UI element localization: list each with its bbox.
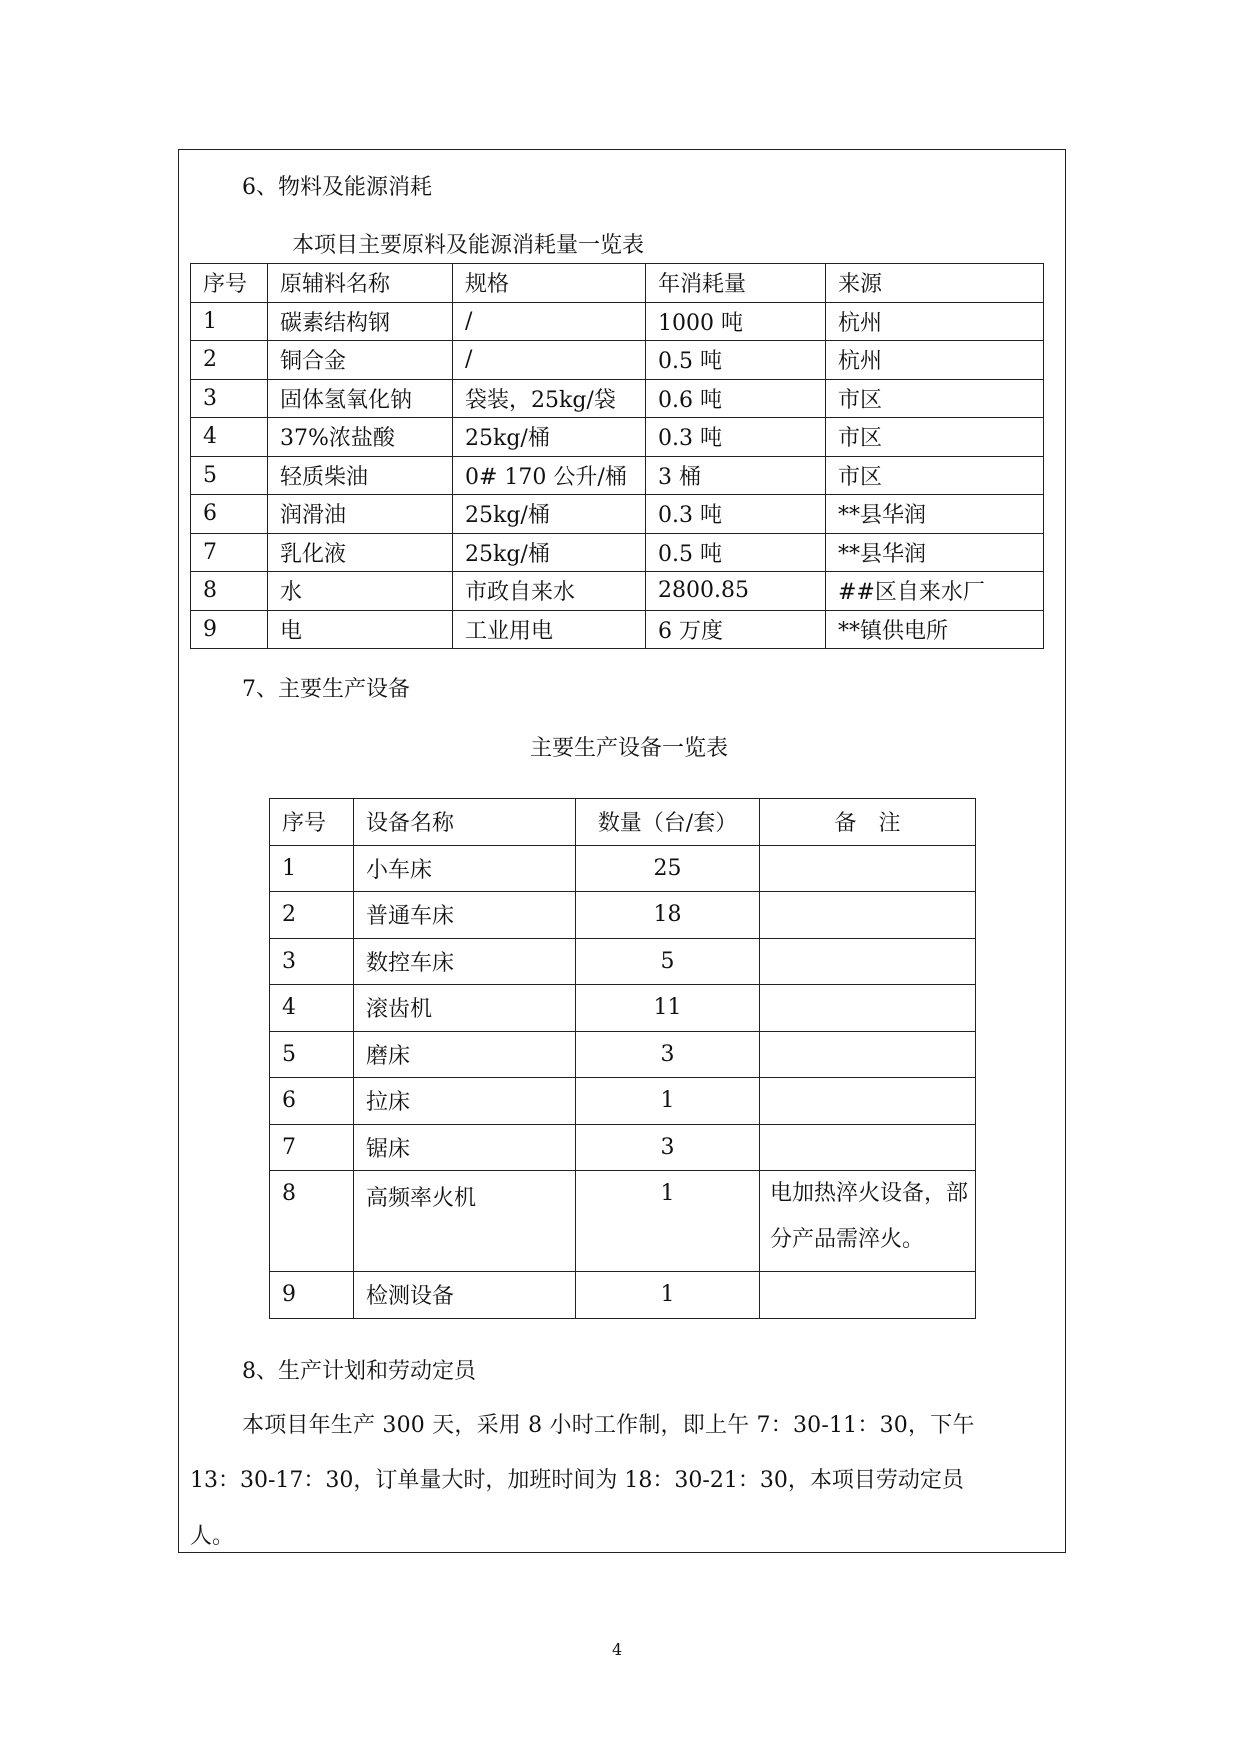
table-row <box>270 1078 976 1125</box>
table-cell: **县华润 <box>826 495 1044 534</box>
table-cell: 市区 <box>826 456 1044 495</box>
table-cell: 0.3 吨 <box>646 418 826 457</box>
table-cell: 3 <box>576 1031 760 1078</box>
table-row <box>270 892 976 939</box>
table-cell: 市区 <box>826 418 1044 457</box>
table-cell: 3 <box>576 1124 760 1171</box>
table-cell: **县华润 <box>826 533 1044 572</box>
table-cell <box>760 1272 976 1319</box>
table-cell: / <box>453 302 646 341</box>
table-cell: 7 <box>270 1124 354 1171</box>
table-cell: 25kg/桶 <box>453 418 646 457</box>
table-cell: 电 <box>268 610 453 649</box>
table-cell: 2 <box>270 892 354 939</box>
table-row <box>191 302 1044 341</box>
table-cell <box>760 892 976 939</box>
paragraph-line: 本项目年生产 300 天，采用 8 小时工作制，即上午 7：30-11：30，下午 <box>242 1413 975 1438</box>
table-cell: 5 <box>270 1031 354 1078</box>
table-row <box>270 985 976 1032</box>
equipment-table-caption: 主要生产设备一览表 <box>530 736 729 761</box>
col-header-equipment-name: 设备名称 <box>354 799 576 846</box>
section-8-heading: 8、生产计划和劳动定员 <box>242 1359 476 1384</box>
table-cell: 0.3 吨 <box>646 495 826 534</box>
table-row <box>270 1171 976 1272</box>
table-cell-remark: 电加热淬火设备，部分产品需淬火。 <box>760 1171 976 1272</box>
table-cell: 高频率火机 <box>354 1171 576 1272</box>
table-row <box>270 845 976 892</box>
table-cell: 小车床 <box>354 845 576 892</box>
table-cell: 1 <box>576 1078 760 1125</box>
table-row <box>270 1124 976 1171</box>
table-cell: 25kg/桶 <box>453 533 646 572</box>
table-cell: 18 <box>576 892 760 939</box>
table-row <box>191 379 1044 418</box>
table-cell: 0.5 吨 <box>646 533 826 572</box>
table-row <box>191 495 1044 534</box>
table-cell <box>760 1031 976 1078</box>
table-cell: 1000 吨 <box>646 302 826 341</box>
table-cell: 滚齿机 <box>354 985 576 1032</box>
table-cell: 6 <box>270 1078 354 1125</box>
table-cell: 磨床 <box>354 1031 576 1078</box>
table-cell: 1 <box>270 845 354 892</box>
table-cell <box>760 1078 976 1125</box>
table-cell: 6 <box>191 495 268 534</box>
table-cell: 轻质柴油 <box>268 456 453 495</box>
table-row <box>270 1031 976 1078</box>
table-cell: 数控车床 <box>354 938 576 985</box>
table-cell: 9 <box>270 1272 354 1319</box>
paragraph-line: 人。 <box>190 1524 235 1549</box>
table-cell: 铜合金 <box>268 341 453 380</box>
table-row <box>270 1272 976 1319</box>
table-row <box>191 533 1044 572</box>
table-cell: 11 <box>576 985 760 1032</box>
table-cell: 固体氢氧化钠 <box>268 379 453 418</box>
materials-table-caption: 本项目主要原料及能源消耗量一览表 <box>292 233 645 258</box>
table-cell: 0.5 吨 <box>646 341 826 380</box>
table-cell: **镇供电所 <box>826 610 1044 649</box>
table-cell: 5 <box>191 456 268 495</box>
materials-table <box>190 263 1044 649</box>
table-cell: 1 <box>576 1272 760 1319</box>
table-row <box>191 610 1044 649</box>
paragraph-line: 13：30-17：30，订单量大时，加班时间为 18：30-21：30，本项目劳动定员 <box>190 1468 964 1493</box>
equipment-table <box>269 798 976 1319</box>
table-cell: 杭州 <box>826 341 1044 380</box>
table-cell: 25kg/桶 <box>453 495 646 534</box>
col-header-quantity: 数量（台/套） <box>576 799 760 846</box>
col-header-remarks: 备 注 <box>760 799 976 846</box>
table-cell: 1 <box>576 1171 760 1272</box>
table-row <box>191 572 1044 611</box>
col-header-source: 来源 <box>826 264 1044 303</box>
table-cell: 杭州 <box>826 302 1044 341</box>
table-cell: 2 <box>191 341 268 380</box>
table-row <box>191 418 1044 457</box>
table-cell: 3 <box>270 938 354 985</box>
table-cell: / <box>453 341 646 380</box>
table-cell: 袋装，25kg/袋 <box>453 379 646 418</box>
table-cell: 8 <box>191 572 268 611</box>
table-cell: 7 <box>191 533 268 572</box>
table-cell: 普通车床 <box>354 892 576 939</box>
table-cell <box>760 985 976 1032</box>
col-header-index: 序号 <box>191 264 268 303</box>
page-number: 4 <box>612 1640 623 1659</box>
section-7-heading: 7、主要生产设备 <box>242 677 410 702</box>
section-6-heading: 6、物料及能源消耗 <box>242 175 432 200</box>
table-cell: 5 <box>576 938 760 985</box>
table-cell: 9 <box>191 610 268 649</box>
table-cell: 工业用电 <box>453 610 646 649</box>
table-cell <box>760 1124 976 1171</box>
col-header-index: 序号 <box>270 799 354 846</box>
table-cell: 3 桶 <box>646 456 826 495</box>
table-cell: 37%浓盐酸 <box>268 418 453 457</box>
table-cell <box>760 938 976 985</box>
table-cell: 2800.85 <box>646 572 826 611</box>
equipment-table-header <box>270 799 976 846</box>
table-cell: 锯床 <box>354 1124 576 1171</box>
table-cell: 0.6 吨 <box>646 379 826 418</box>
table-cell: 碳素结构钢 <box>268 302 453 341</box>
table-row <box>191 456 1044 495</box>
table-cell: 8 <box>270 1171 354 1272</box>
table-cell: 4 <box>191 418 268 457</box>
table-row <box>191 341 1044 380</box>
table-cell: 乳化液 <box>268 533 453 572</box>
table-cell: 1 <box>191 302 268 341</box>
table-cell: 检测设备 <box>354 1272 576 1319</box>
col-header-spec: 规格 <box>453 264 646 303</box>
table-cell: 25 <box>576 845 760 892</box>
table-cell: ##区自来水厂 <box>826 572 1044 611</box>
table-cell: 0# 170 公升/桶 <box>453 456 646 495</box>
table-cell: 4 <box>270 985 354 1032</box>
table-cell <box>760 845 976 892</box>
materials-table-header <box>191 264 1044 303</box>
table-row <box>270 938 976 985</box>
col-header-material-name: 原辅料名称 <box>268 264 453 303</box>
col-header-annual-consumption: 年消耗量 <box>646 264 826 303</box>
table-cell: 润滑油 <box>268 495 453 534</box>
table-cell: 市区 <box>826 379 1044 418</box>
table-cell: 3 <box>191 379 268 418</box>
table-cell: 6 万度 <box>646 610 826 649</box>
table-cell: 拉床 <box>354 1078 576 1125</box>
table-cell: 水 <box>268 572 453 611</box>
table-cell: 市政自来水 <box>453 572 646 611</box>
